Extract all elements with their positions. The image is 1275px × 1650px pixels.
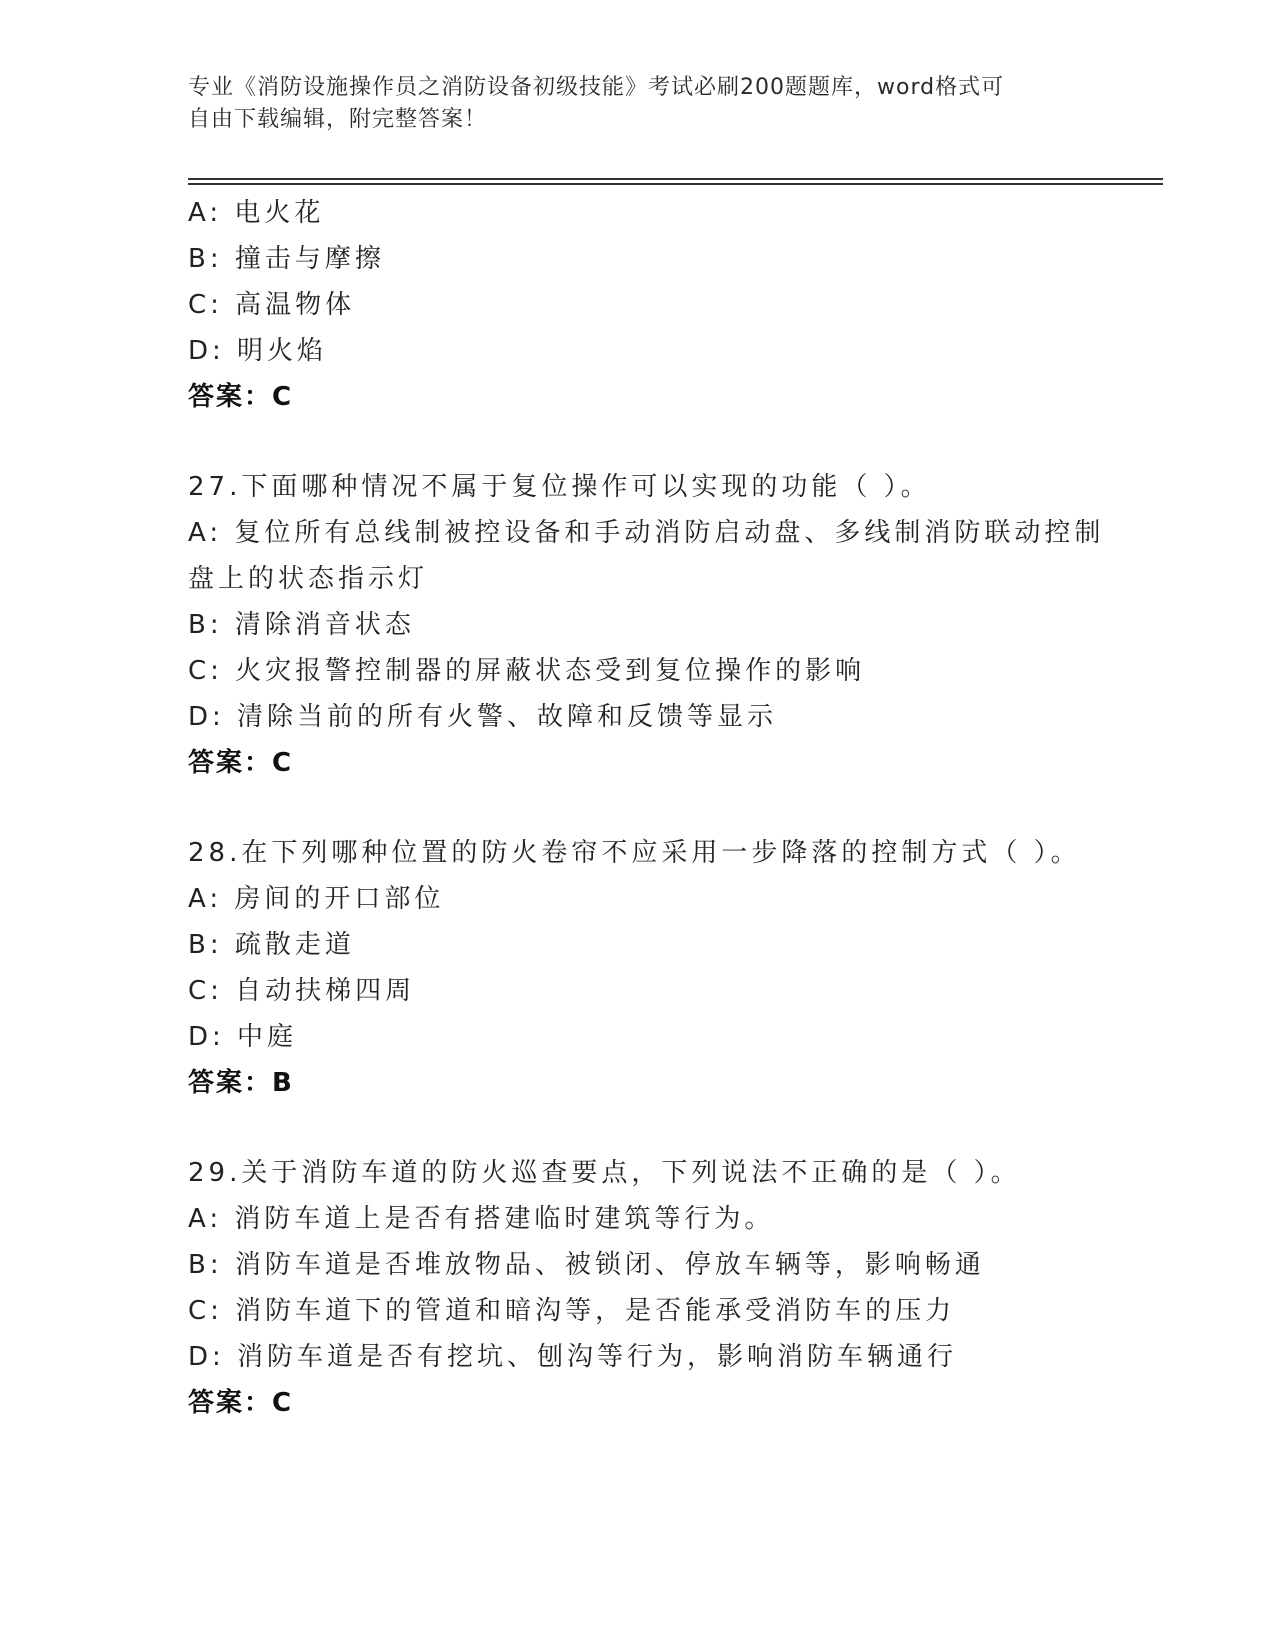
answer-text: 答案：C <box>188 1388 294 1418</box>
option-c: C: 高温物体 <box>188 290 356 320</box>
option-d: D: 消防车道是否有挖坑、刨沟等行为，影响消防车辆通行 <box>188 1342 958 1372</box>
question-list <box>188 190 1105 1426</box>
header-divider-top <box>188 178 1163 180</box>
option-a: A: 复位所有总线制被控设备和手动消防启动盘、多线制消防联动控制 <box>188 518 1105 548</box>
option-b: B: 清除消音状态 <box>188 610 415 640</box>
option-a: A: 房间的开口部位 <box>188 884 445 914</box>
option-b: B: 疏散走道 <box>188 930 355 960</box>
spacer <box>188 420 1088 464</box>
option-a: A: 消防车道上是否有搭建临时建筑等行为。 <box>188 1204 775 1234</box>
question-stem: 29.关于消防车道的防火巡查要点，下列说法不正确的是（ ）。 <box>188 1158 1021 1188</box>
answer-text: 答案：B <box>188 1068 294 1098</box>
option-a: A: 电火花 <box>188 198 325 228</box>
question-stem: 28.在下列哪种位置的防火卷帘不应采用一步降落的控制方式（ ）。 <box>188 838 1081 868</box>
question-29 <box>188 1150 1088 1426</box>
option-d: D: 清除当前的所有火警、故障和反馈等显示 <box>188 702 778 732</box>
option-d: D: 中庭 <box>188 1022 298 1052</box>
option-c: C: 火灾报警控制器的屏蔽状态受到复位操作的影响 <box>188 656 866 686</box>
spacer <box>188 786 1088 830</box>
option-c: C: 自动扶梯四周 <box>188 976 416 1006</box>
question-28 <box>188 830 1088 1106</box>
question-26-continued <box>188 190 1088 420</box>
option-d: D: 明火焰 <box>188 336 328 366</box>
option-b: B: 消防车道是否堆放物品、被锁闭、停放车辆等，影响畅通 <box>188 1250 985 1280</box>
question-27 <box>188 464 1105 786</box>
header-divider-bottom <box>188 183 1163 185</box>
option-a-continued: 盘上的状态指示灯 <box>188 564 429 594</box>
header-line-1: 专业《消防设施操作员之消防设备初级技能》考试必刷200题题库，word格式可 <box>188 75 1005 100</box>
document-header <box>188 72 1068 136</box>
question-stem: 27.下面哪种情况不属于复位操作可以实现的功能（ ）。 <box>188 472 931 502</box>
answer-text: 答案：C <box>188 382 294 412</box>
header-line-2: 自由下载编辑，附完整答案！ <box>188 107 488 132</box>
answer-text: 答案：C <box>188 748 294 778</box>
option-c: C: 消防车道下的管道和暗沟等，是否能承受消防车的压力 <box>188 1296 956 1326</box>
option-b: B: 撞击与摩擦 <box>188 244 385 274</box>
spacer <box>188 1106 1088 1150</box>
